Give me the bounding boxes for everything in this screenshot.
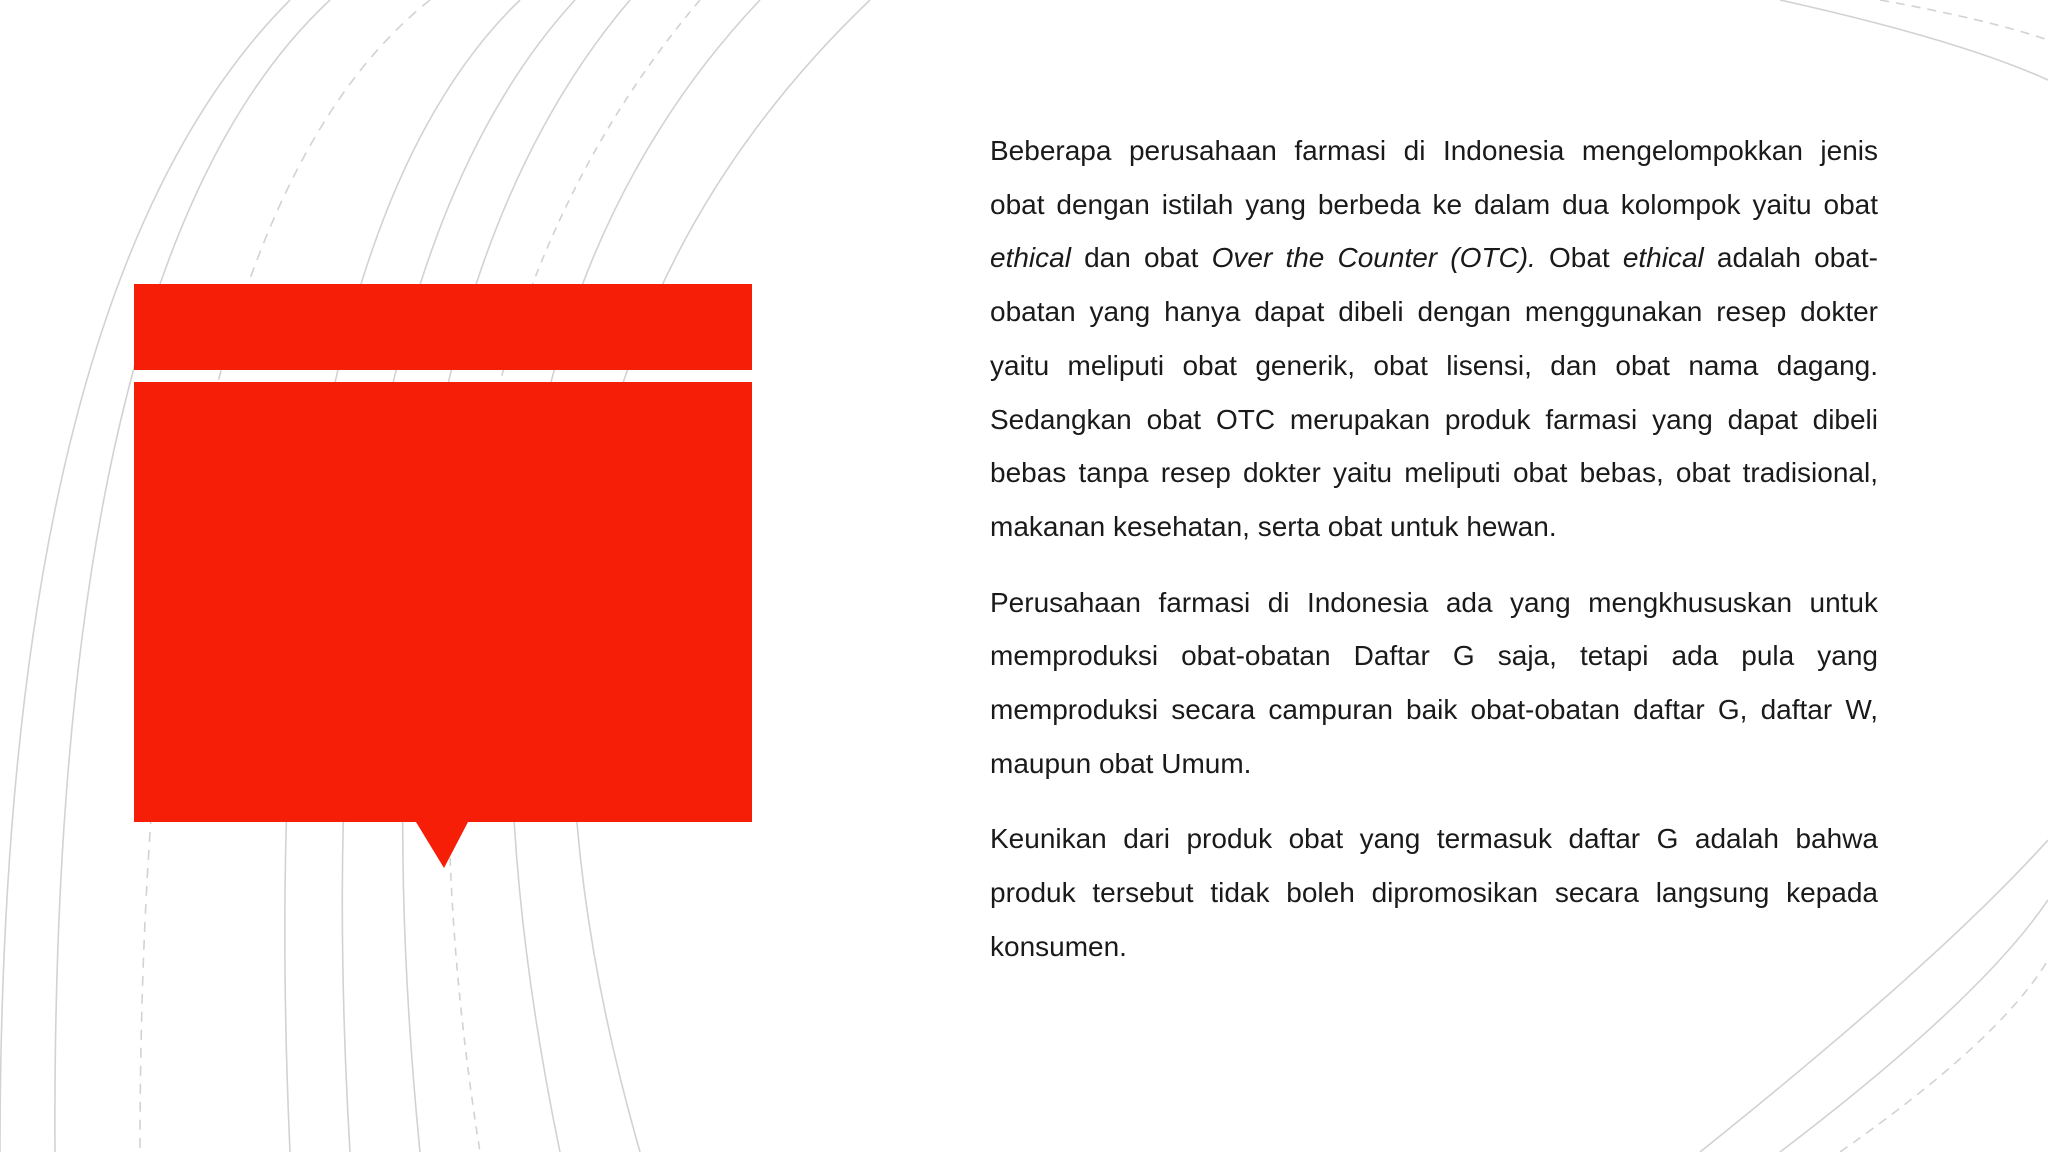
arc-line [1880,0,2048,40]
arc-line [1780,0,2048,80]
arc-line [1840,960,2048,1152]
italic-term-ethical: ethical [1622,242,1704,274]
text-segment: dan obat [1070,242,1212,274]
paragraph-keunikan: Keunikan dari produk obat yang termasuk daftar G adalah bahwa produk tersebut tidak boleh dipromosikan secara langsung kepada konsumen. [990,823,1878,962]
red-speech-callout [134,382,752,868]
italic-term-ethical: ethical [990,242,1071,274]
paragraph-obat-ethical-otc [990,124,1878,554]
text-segment: adalah obat-obatan yang hanya dapat dibeli dengan menggunakan resep dokter yaitu meliputi obat generik, obat lisensi, dan obat nama dagang. Sedangkan obat OTC merupakan produk farmasi yang dapat dibeli bebas tanpa resep dokter yaitu meliputi obat bebas, obat tradisional, makanan kesehatan, serta obat untuk hewan. [990,242,1878,542]
text-segment: Obat [1535,242,1623,274]
text-segment: Beberapa perusahaan farmasi di Indonesia mengelompokkan jenis obat dengan istilah yang berbeda ke dalam dua kolompok yaitu obat [990,135,1878,220]
paragraph-daftar-g: Perusahaan farmasi di Indonesia ada yang mengkhususkan untuk memproduksi obat-obatan Daftar G saja, tetapi ada pula yang memproduksi secara campuran baik obat-obatan daftar G, daftar W, maupun obat Umum. [990,586,1878,779]
italic-term-otc: Over the Counter (OTC). [1211,242,1536,274]
body-text [990,124,1878,974]
red-header-bar [134,284,752,370]
